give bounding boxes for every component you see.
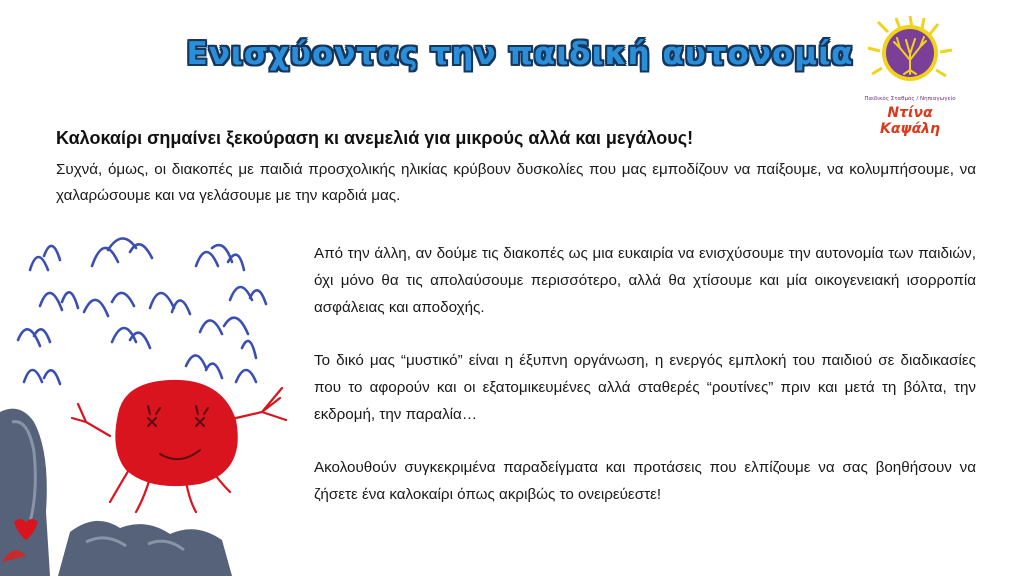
waves-icon [18, 238, 266, 384]
intro-text: Συχνά, όμως, οι διακοπές με παιδιά προσχολικής ηλικίας κρύβουν δυσκολίες που μας εμποδίζουν να παίξουμε, να κολυμπήσουμε, να χαλαρώσουμε και να γελάσουμε με την καρδιά μας. [56, 161, 976, 204]
intro-heading: Καλοκαίρι σημαίνει ξεκούραση κι ανεμελιά για μικρούς αλλά και μεγάλους! [56, 128, 694, 148]
kindergarten-logo [858, 14, 962, 137]
body-paragraph: Ακολουθούν συγκεκριμένα παραδείγματα και προτάσεις που ελπίζουμε να σας βοηθήσουν να ζήσετε ένα καλοκαίρι όπως ακριβώς το ονειρεύεστε! [314, 459, 976, 503]
body-paragraph: Το δικό μας “μυστικό” είναι η έξυπνη οργάνωση, η ενεργός εμπλοκή του παιδιού σε διαδικασίες που το αφορούν και οι εξατομικευμένες αλλά σταθερές “ρουτίνες” πριν και μετά τη βόλτα, την εκδρομή, την παραλία… [314, 352, 976, 423]
tree-sun-logo-icon [864, 14, 956, 96]
body-text [314, 240, 976, 534]
body-paragraph: Από την άλλη, αν δούμε τις διακοπές ως μια ευκαιρία να ενισχύσουμε την αυτονομία των παιδιών, όχι μόνο θα τις απολαύσουμε περισσότερο, αλλά θα χτίσουμε και μία οικογενειακή ισορροπία ασφάλειας και αποδοχής. [314, 245, 976, 316]
page-title: Ενισχύοντας την παιδική αυτονομία [186, 36, 854, 72]
logo-subtitle: Παιδικός Σταθμός / Νηπιαγωγείο [864, 96, 956, 102]
child-drawing-illustration [0, 222, 310, 576]
crab-icon [72, 380, 286, 512]
logo-name: Ντίνα Καψάλη [879, 105, 941, 137]
